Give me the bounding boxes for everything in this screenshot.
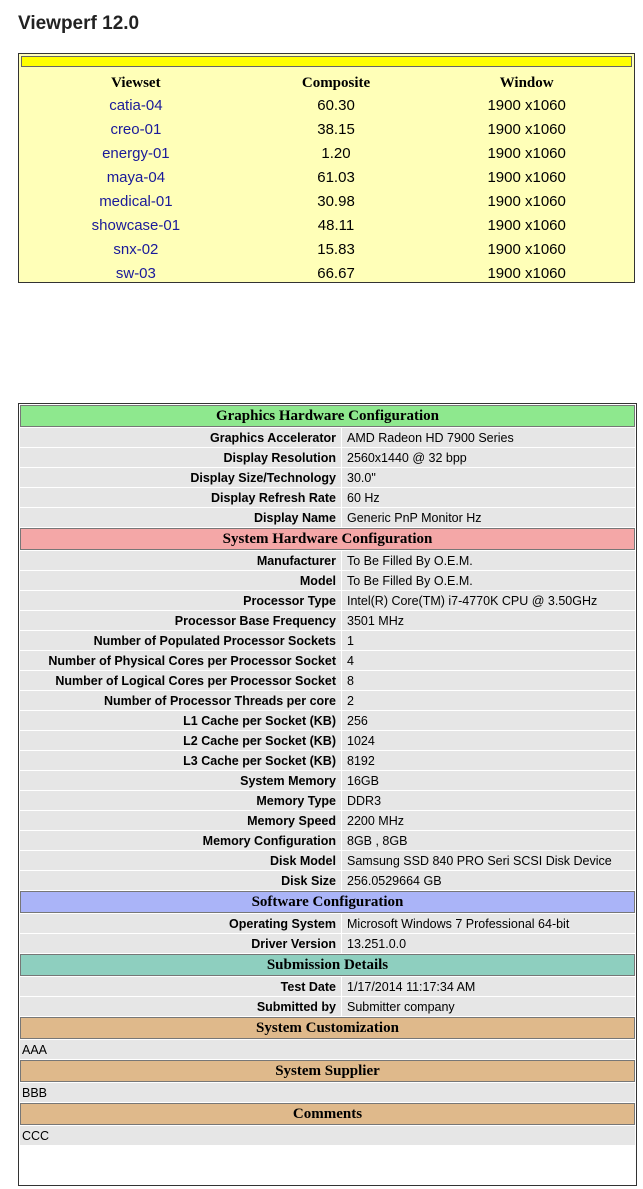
window-size: 1900 x1060 (487, 216, 566, 234)
config-label: L2 Cache per Socket (KB) (20, 731, 341, 750)
config-value: DDR3 (342, 791, 635, 810)
composite-score: 66.67 (317, 264, 355, 282)
config-value: 30.0" (342, 468, 635, 487)
config-row (20, 671, 635, 690)
config-value: 2560x1440 @ 32 bpp (342, 448, 635, 467)
config-label: Number of Logical Cores per Processor Socket (20, 671, 341, 690)
config-label: Display Name (20, 508, 341, 527)
config-row (20, 711, 635, 730)
config-label: Display Size/Technology (20, 468, 341, 487)
comments-section-heading: Comments (20, 1103, 635, 1125)
config-row (20, 751, 635, 770)
config-row (20, 731, 635, 750)
viewset-link[interactable]: showcase-01 (91, 216, 181, 234)
config-value: Generic PnP Monitor Hz (342, 508, 635, 527)
config-label: Driver Version (20, 934, 341, 953)
section-header-row (20, 528, 635, 550)
config-row (20, 508, 635, 527)
composite-score: 30.98 (317, 192, 355, 210)
config-value: 256.0529664 GB (342, 871, 635, 890)
config-value: Samsung SSD 840 PRO Seri SCSI Disk Device (342, 851, 635, 870)
viewset-link[interactable]: catia-04 (109, 96, 163, 114)
config-row (20, 611, 635, 630)
free-text-row (20, 1126, 635, 1145)
results-body (21, 93, 632, 285)
config-label: L1 Cache per Socket (KB) (20, 711, 341, 730)
free-text-row (20, 1083, 635, 1102)
config-label: Submitted by (20, 997, 341, 1016)
configuration-table (19, 404, 636, 1146)
config-row (20, 997, 635, 1016)
config-value: 8GB , 8GB (342, 831, 635, 850)
config-row (20, 448, 635, 467)
config-label: Processor Type (20, 591, 341, 610)
config-row (20, 831, 635, 850)
composite-score: 1.20 (321, 144, 351, 162)
config-label: Disk Model (20, 851, 341, 870)
results-row (21, 141, 632, 165)
config-value: 1024 (342, 731, 635, 750)
viewperf-results-box (18, 53, 635, 283)
window-size: 1900 x1060 (487, 168, 566, 186)
composite-score: 15.83 (317, 240, 355, 258)
supplier-section-heading: System Supplier (20, 1060, 635, 1082)
config-value: 13.251.0.0 (342, 934, 635, 953)
config-value: 1 (342, 631, 635, 650)
viewset-link[interactable]: maya-04 (106, 168, 166, 186)
viewset-link[interactable]: medical-01 (99, 192, 173, 210)
config-label: Number of Processor Threads per core (20, 691, 341, 710)
column-header-composite: Composite (301, 74, 371, 91)
config-row (20, 591, 635, 610)
config-label: L3 Cache per Socket (KB) (20, 751, 341, 770)
results-header-bar (21, 56, 632, 67)
config-value: 1/17/2014 11:17:34 AM (342, 977, 635, 996)
config-value: AMD Radeon HD 7900 Series (342, 428, 635, 447)
free-text-row (20, 1040, 635, 1059)
config-label: Test Date (20, 977, 341, 996)
section-header-row (20, 1103, 635, 1125)
customization-section-heading: System Customization (20, 1017, 635, 1039)
config-row (20, 631, 635, 650)
section-header-row (20, 1017, 635, 1039)
results-row (21, 165, 632, 189)
config-label: Operating System (20, 914, 341, 933)
config-label: Model (20, 571, 341, 590)
config-label: Graphics Accelerator (20, 428, 341, 447)
section-header-row (20, 954, 635, 976)
config-row (20, 551, 635, 570)
section-header-row (20, 405, 635, 427)
config-value: 2200 MHz (342, 811, 635, 830)
config-row (20, 771, 635, 790)
column-header-viewset: Viewset (111, 74, 161, 91)
results-row (21, 237, 632, 261)
config-row (20, 468, 635, 487)
composite-score: 61.03 (317, 168, 355, 186)
window-size: 1900 x1060 (487, 120, 566, 138)
config-row (20, 871, 635, 890)
config-label: Manufacturer (20, 551, 341, 570)
config-value: 2 (342, 691, 635, 710)
config-label: Display Resolution (20, 448, 341, 467)
config-row (20, 488, 635, 507)
results-row (21, 189, 632, 213)
column-header-window: Window (499, 74, 554, 91)
config-label: System Memory (20, 771, 341, 790)
config-row (20, 811, 635, 830)
config-row (20, 428, 635, 447)
software-section-heading: Software Configuration (20, 891, 635, 913)
config-label: Memory Configuration (20, 831, 341, 850)
viewset-link[interactable]: sw-03 (115, 264, 156, 282)
composite-score: 60.30 (317, 96, 355, 114)
page-title: Viewperf 12.0 (18, 13, 140, 34)
comments-text: CCC (20, 1126, 635, 1145)
config-row (20, 851, 635, 870)
results-header-row (21, 73, 632, 93)
config-value: Submitter company (342, 997, 635, 1016)
window-size: 1900 x1060 (487, 96, 566, 114)
section-header-row (20, 1060, 635, 1082)
config-row (20, 651, 635, 670)
supplier-text: BBB (20, 1083, 635, 1102)
window-size: 1900 x1060 (487, 240, 566, 258)
configuration-box (18, 403, 637, 1186)
config-row (20, 691, 635, 710)
config-value: 8 (342, 671, 635, 690)
graphics-section-heading: Graphics Hardware Configuration (20, 405, 635, 427)
results-row (21, 117, 632, 141)
config-label: Display Refresh Rate (20, 488, 341, 507)
config-value: 16GB (342, 771, 635, 790)
window-size: 1900 x1060 (487, 264, 566, 282)
config-value: 3501 MHz (342, 611, 635, 630)
config-label: Disk Size (20, 871, 341, 890)
config-value: Microsoft Windows 7 Professional 64-bit (342, 914, 635, 933)
viewset-link[interactable]: snx-02 (113, 240, 159, 258)
config-value: To Be Filled By O.E.M. (342, 551, 635, 570)
composite-score: 38.15 (317, 120, 355, 138)
results-row (21, 261, 632, 285)
results-table (21, 73, 632, 285)
config-label: Memory Speed (20, 811, 341, 830)
results-row (21, 93, 632, 117)
config-label: Number of Physical Cores per Processor Socket (20, 651, 341, 670)
config-label: Memory Type (20, 791, 341, 810)
config-row (20, 571, 635, 590)
viewset-link[interactable]: energy-01 (102, 144, 170, 162)
viewset-link[interactable]: creo-01 (110, 120, 162, 138)
config-row (20, 934, 635, 953)
section-header-row (20, 891, 635, 913)
results-row (21, 213, 632, 237)
configuration-body (20, 405, 635, 1145)
config-value: To Be Filled By O.E.M. (342, 571, 635, 590)
config-value: 256 (342, 711, 635, 730)
customization-text: AAA (20, 1040, 635, 1059)
config-value: 4 (342, 651, 635, 670)
config-value: 60 Hz (342, 488, 635, 507)
submission-section-heading: Submission Details (20, 954, 635, 976)
config-row (20, 914, 635, 933)
config-label: Number of Populated Processor Sockets (20, 631, 341, 650)
config-value: Intel(R) Core(TM) i7-4770K CPU @ 3.50GHz (342, 591, 635, 610)
config-label: Processor Base Frequency (20, 611, 341, 630)
config-row (20, 791, 635, 810)
composite-score: 48.11 (317, 216, 355, 234)
system-section-heading: System Hardware Configuration (20, 528, 635, 550)
config-row (20, 977, 635, 996)
config-value: 8192 (342, 751, 635, 770)
window-size: 1900 x1060 (487, 192, 566, 210)
window-size: 1900 x1060 (487, 144, 566, 162)
